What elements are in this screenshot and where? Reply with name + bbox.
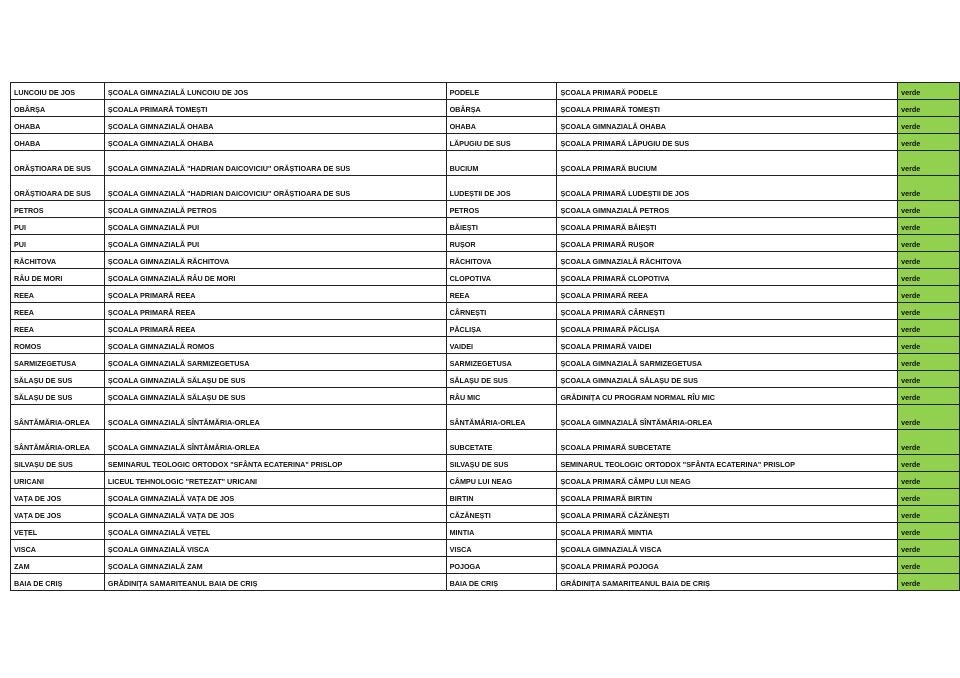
structure-school-cell: ȘCOALA GIMNAZIALĂ PETROS: [557, 201, 898, 218]
table-row: [11, 371, 960, 388]
table-row: [11, 252, 960, 269]
structure-locality-cell: CÂMPU LUI NEAG: [446, 472, 557, 489]
status-cell: verde: [898, 405, 960, 430]
table-row: [11, 430, 960, 455]
table-row: [11, 337, 960, 354]
structure-school-cell: ȘCOALA PRIMARĂ PĂCLIȘA: [557, 320, 898, 337]
locality-cell: VAȚA DE JOS: [11, 506, 105, 523]
table-row: [11, 151, 960, 176]
school-cell: ȘCOALA GIMNAZIALĂ ROMOS: [104, 337, 446, 354]
locality-cell: VEȚEL: [11, 523, 105, 540]
school-cell: ȘCOALA PRIMARĂ REEA: [104, 286, 446, 303]
locality-cell: OBÂRȘA: [11, 100, 105, 117]
school-cell: LICEUL TEHNOLOGIC "RETEZAT" URICANI: [104, 472, 446, 489]
status-cell: verde: [898, 235, 960, 252]
structure-school-cell: ȘCOALA PRIMARĂ CLOPOTIVA: [557, 269, 898, 286]
table-row: [11, 286, 960, 303]
structure-school-cell: ȘCOALA PRIMARĂ PODELE: [557, 83, 898, 100]
structure-school-cell: ȘCOALA PRIMARĂ POJOGA: [557, 557, 898, 574]
structure-school-cell: SEMINARUL TEOLOGIC ORTODOX "SFÂNTA ECATERINA" PRISLOP: [557, 455, 898, 472]
structure-school-cell: ȘCOALA PRIMARĂ MINTIA: [557, 523, 898, 540]
status-cell: verde: [898, 540, 960, 557]
structure-locality-cell: BUCIUM: [446, 151, 557, 176]
schools-table-body: [11, 83, 960, 591]
table-row: [11, 201, 960, 218]
structure-school-cell: ȘCOALA PRIMARĂ CĂZĂNEȘTI: [557, 506, 898, 523]
table-row: [11, 388, 960, 405]
status-cell: verde: [898, 218, 960, 235]
table-row: [11, 83, 960, 100]
locality-cell: SÂNTĂMĂRIA-ORLEA: [11, 430, 105, 455]
table-row: [11, 472, 960, 489]
structure-school-cell: ȘCOALA GIMNAZIALĂ OHABA: [557, 117, 898, 134]
structure-locality-cell: BĂIEȘTI: [446, 218, 557, 235]
structure-locality-cell: POJOGA: [446, 557, 557, 574]
structure-locality-cell: SARMIZEGETUSA: [446, 354, 557, 371]
status-cell: verde: [898, 100, 960, 117]
structure-locality-cell: BIRTIN: [446, 489, 557, 506]
school-cell: ȘCOALA GIMNAZIALĂ VISCA: [104, 540, 446, 557]
status-cell: verde: [898, 489, 960, 506]
school-cell: ȘCOALA GIMNAZIALĂ SĂLAȘU DE SUS: [104, 371, 446, 388]
structure-locality-cell: SILVAȘU DE SUS: [446, 455, 557, 472]
structure-locality-cell: SÂNTĂMĂRIA-ORLEA: [446, 405, 557, 430]
school-cell: ȘCOALA GIMNAZIALĂ PUI: [104, 235, 446, 252]
structure-school-cell: ȘCOALA GIMNAZIALĂ SĂLAȘU DE SUS: [557, 371, 898, 388]
locality-cell: PETROS: [11, 201, 105, 218]
structure-school-cell: ȘCOALA PRIMARĂ LĂPUGIU DE SUS: [557, 134, 898, 151]
school-cell: ȘCOALA GIMNAZIALĂ "HADRIAN DAICOVICIU" ORĂȘTIOARA DE SUS: [104, 151, 446, 176]
status-cell: verde: [898, 286, 960, 303]
structure-school-cell: ȘCOALA GIMNAZIALĂ SÎNTĂMĂRIA-ORLEA: [557, 405, 898, 430]
locality-cell: REEA: [11, 320, 105, 337]
school-cell: ȘCOALA PRIMARĂ TOMEȘTI: [104, 100, 446, 117]
structure-locality-cell: PĂCLIȘA: [446, 320, 557, 337]
locality-cell: ROMOS: [11, 337, 105, 354]
structure-locality-cell: SUBCETATE: [446, 430, 557, 455]
structure-locality-cell: CĂZĂNEȘTI: [446, 506, 557, 523]
status-cell: verde: [898, 201, 960, 218]
school-cell: ȘCOALA GIMNAZIALĂ SĂLAȘU DE SUS: [104, 388, 446, 405]
table-row: [11, 557, 960, 574]
structure-locality-cell: BAIA DE CRIȘ: [446, 574, 557, 591]
status-cell: verde: [898, 430, 960, 455]
school-cell: ȘCOALA GIMNAZIALĂ VEȚEL: [104, 523, 446, 540]
status-cell: verde: [898, 176, 960, 201]
structure-school-cell: ȘCOALA PRIMARĂ RUȘOR: [557, 235, 898, 252]
status-cell: verde: [898, 523, 960, 540]
school-cell: ȘCOALA GIMNAZIALĂ OHABA: [104, 134, 446, 151]
school-cell: ȘCOALA GIMNAZIALĂ OHABA: [104, 117, 446, 134]
locality-cell: SĂLAȘU DE SUS: [11, 388, 105, 405]
structure-locality-cell: VISCA: [446, 540, 557, 557]
structure-school-cell: ȘCOALA PRIMARĂ VAIDEI: [557, 337, 898, 354]
locality-cell: SARMIZEGETUSA: [11, 354, 105, 371]
locality-cell: REEA: [11, 303, 105, 320]
structure-locality-cell: OHABA: [446, 117, 557, 134]
table-row: [11, 176, 960, 201]
school-cell: ȘCOALA GIMNAZIALĂ VAȚA DE JOS: [104, 506, 446, 523]
structure-school-cell: ȘCOALA GIMNAZIALĂ VISCA: [557, 540, 898, 557]
structure-school-cell: ȘCOALA PRIMARĂ BIRTIN: [557, 489, 898, 506]
locality-cell: RÂU DE MORI: [11, 269, 105, 286]
structure-school-cell: ȘCOALA PRIMARĂ LUDEȘTII DE JOS: [557, 176, 898, 201]
locality-cell: OHABA: [11, 117, 105, 134]
locality-cell: ORĂȘTIOARA DE SUS: [11, 151, 105, 176]
status-cell: verde: [898, 252, 960, 269]
status-cell: verde: [898, 151, 960, 176]
status-cell: verde: [898, 371, 960, 388]
locality-cell: SILVAȘU DE SUS: [11, 455, 105, 472]
table-row: [11, 506, 960, 523]
table-row: [11, 489, 960, 506]
structure-school-cell: ȘCOALA PRIMARĂ TOMEȘTI: [557, 100, 898, 117]
status-cell: verde: [898, 388, 960, 405]
structure-school-cell: ȘCOALA GIMNAZIALĂ RĂCHITOVA: [557, 252, 898, 269]
locality-cell: PUI: [11, 235, 105, 252]
table-row: [11, 455, 960, 472]
locality-cell: OHABA: [11, 134, 105, 151]
structure-school-cell: ȘCOALA PRIMARĂ REEA: [557, 286, 898, 303]
structure-locality-cell: RUȘOR: [446, 235, 557, 252]
table-row: [11, 218, 960, 235]
locality-cell: BAIA DE CRIȘ: [11, 574, 105, 591]
locality-cell: ORĂȘTIOARA DE SUS: [11, 176, 105, 201]
structure-school-cell: ȘCOALA PRIMARĂ CÂRNEȘTI: [557, 303, 898, 320]
locality-cell: SĂLAȘU DE SUS: [11, 371, 105, 388]
structure-locality-cell: MINTIA: [446, 523, 557, 540]
table-row: [11, 540, 960, 557]
school-cell: ȘCOALA PRIMARĂ REEA: [104, 303, 446, 320]
table-row: [11, 235, 960, 252]
school-cell: ȘCOALA GIMNAZIALĂ SÎNTĂMĂRIA-ORLEA: [104, 430, 446, 455]
locality-cell: URICANI: [11, 472, 105, 489]
table-row: [11, 134, 960, 151]
table-row: [11, 303, 960, 320]
status-cell: verde: [898, 472, 960, 489]
structure-locality-cell: REEA: [446, 286, 557, 303]
school-cell: ȘCOALA GIMNAZIALĂ PETROS: [104, 201, 446, 218]
school-cell: GRĂDINIȚA SAMARITEANUL BAIA DE CRIȘ: [104, 574, 446, 591]
status-cell: verde: [898, 320, 960, 337]
locality-cell: LUNCOIU DE JOS: [11, 83, 105, 100]
table-row: [11, 523, 960, 540]
school-cell: ȘCOALA GIMNAZIALĂ VAȚA DE JOS: [104, 489, 446, 506]
structure-school-cell: ȘCOALA PRIMARĂ CÂMPU LUI NEAG: [557, 472, 898, 489]
status-cell: verde: [898, 83, 960, 100]
schools-table: [10, 82, 960, 591]
structure-locality-cell: SĂLAȘU DE SUS: [446, 371, 557, 388]
school-cell: ȘCOALA GIMNAZIALĂ SÎNTĂMĂRIA-ORLEA: [104, 405, 446, 430]
table-row: [11, 117, 960, 134]
locality-cell: VISCA: [11, 540, 105, 557]
structure-school-cell: ȘCOALA GIMNAZIALĂ SARMIZEGETUSA: [557, 354, 898, 371]
structure-school-cell: ȘCOALA PRIMARĂ SUBCETATE: [557, 430, 898, 455]
table-row: [11, 320, 960, 337]
structure-locality-cell: OBÂRȘA: [446, 100, 557, 117]
status-cell: verde: [898, 117, 960, 134]
locality-cell: VAȚA DE JOS: [11, 489, 105, 506]
school-cell: SEMINARUL TEOLOGIC ORTODOX "SFÂNTA ECATERINA" PRISLOP: [104, 455, 446, 472]
structure-locality-cell: RĂCHITOVA: [446, 252, 557, 269]
structure-school-cell: ȘCOALA PRIMARĂ BĂIEȘTI: [557, 218, 898, 235]
structure-locality-cell: VAIDEI: [446, 337, 557, 354]
school-cell: ȘCOALA GIMNAZIALĂ RÂU DE MORI: [104, 269, 446, 286]
school-cell: ȘCOALA GIMNAZIALĂ "HADRIAN DAICOVICIU" ORĂȘTIOARA DE SUS: [104, 176, 446, 201]
structure-locality-cell: LĂPUGIU DE SUS: [446, 134, 557, 151]
structure-locality-cell: CÂRNEȘTI: [446, 303, 557, 320]
structure-school-cell: GRĂDINIȚA CU PROGRAM NORMAL RÎU MIC: [557, 388, 898, 405]
locality-cell: ZAM: [11, 557, 105, 574]
school-cell: ȘCOALA GIMNAZIALĂ RĂCHITOVA: [104, 252, 446, 269]
status-cell: verde: [898, 134, 960, 151]
structure-locality-cell: PODELE: [446, 83, 557, 100]
status-cell: verde: [898, 574, 960, 591]
table-row: [11, 574, 960, 591]
school-cell: ȘCOALA GIMNAZIALĂ ZAM: [104, 557, 446, 574]
school-cell: ȘCOALA GIMNAZIALĂ PUI: [104, 218, 446, 235]
locality-cell: PUI: [11, 218, 105, 235]
status-cell: verde: [898, 337, 960, 354]
table-row: [11, 100, 960, 117]
school-cell: ȘCOALA GIMNAZIALĂ SARMIZEGETUSA: [104, 354, 446, 371]
status-cell: verde: [898, 269, 960, 286]
status-cell: verde: [898, 506, 960, 523]
status-cell: verde: [898, 455, 960, 472]
school-cell: ȘCOALA PRIMARĂ REEA: [104, 320, 446, 337]
school-cell: ȘCOALA GIMNAZIALĂ LUNCOIU DE JOS: [104, 83, 446, 100]
locality-cell: REEA: [11, 286, 105, 303]
table-row: [11, 405, 960, 430]
status-cell: verde: [898, 557, 960, 574]
structure-locality-cell: RÂU MIC: [446, 388, 557, 405]
locality-cell: RĂCHITOVA: [11, 252, 105, 269]
structure-locality-cell: CLOPOTIVA: [446, 269, 557, 286]
status-cell: verde: [898, 354, 960, 371]
structure-school-cell: ȘCOALA PRIMARĂ BUCIUM: [557, 151, 898, 176]
locality-cell: SÂNTĂMĂRIA-ORLEA: [11, 405, 105, 430]
structure-school-cell: GRĂDINIȚA SAMARITEANUL BAIA DE CRIȘ: [557, 574, 898, 591]
structure-locality-cell: PETROS: [446, 201, 557, 218]
table-row: [11, 269, 960, 286]
table-row: [11, 354, 960, 371]
structure-locality-cell: LUDEȘTII DE JOS: [446, 176, 557, 201]
status-cell: verde: [898, 303, 960, 320]
